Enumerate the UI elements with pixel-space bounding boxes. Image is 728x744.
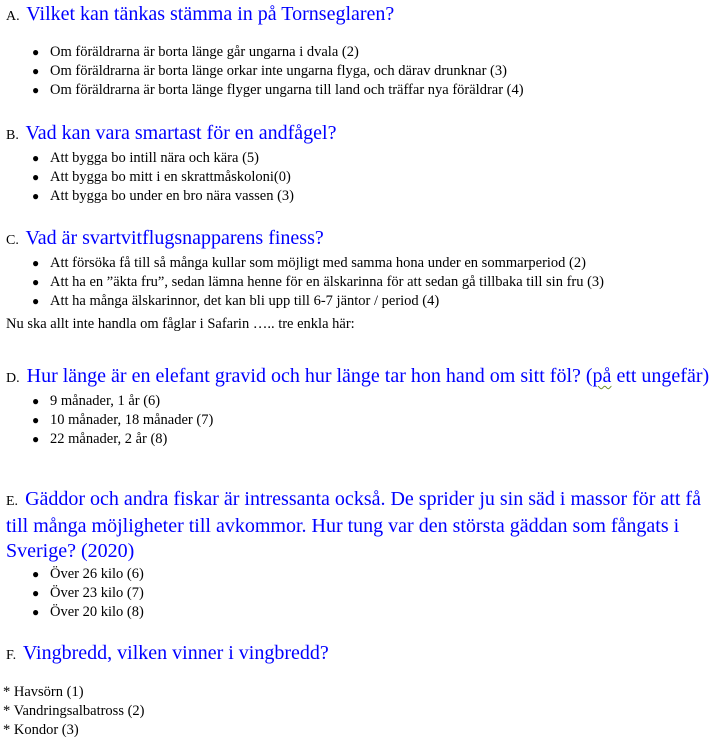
question-letter: D. bbox=[6, 371, 20, 386]
answer-text: Att bygga bo under en bro nära vassen (3) bbox=[50, 188, 295, 204]
answer-text: Att bygga bo mitt i en skrattmåskoloni(0) bbox=[50, 169, 291, 185]
answer-text: Om föräldrarna är borta länge går ungarna i dvala (2) bbox=[50, 44, 359, 60]
bullet-icon: ● bbox=[32, 605, 40, 619]
answer-text: Om föräldrarna är borta länge flyger ungarna till land och träffar nya föräldrar (4) bbox=[50, 82, 524, 98]
answer-text: Över 23 kilo (7) bbox=[50, 585, 144, 601]
bullet-icon: ● bbox=[32, 45, 40, 59]
question-text: Vilket kan tänkas stämma in på Tornseglaren? bbox=[26, 3, 395, 25]
list-item bbox=[6, 149, 724, 168]
question-d-title bbox=[6, 364, 724, 391]
bullet-icon: ● bbox=[32, 151, 40, 165]
list-item bbox=[6, 273, 724, 292]
list-item bbox=[6, 168, 724, 187]
list-item bbox=[6, 81, 724, 100]
list-item: * Vandringsalbatross (2) bbox=[3, 703, 145, 719]
answer-text: Om föräldrarna är borta länge orkar inte ungarna flyga, och därav drunknar (3) bbox=[50, 63, 507, 79]
answer-text: Att ha en ”äkta fru”, sedan lämna henne för en älskarinna för att sedan gå tillbaka till sin fru (3) bbox=[50, 274, 605, 290]
bullet-icon: ● bbox=[32, 170, 40, 184]
list-item: * Kondor (3) bbox=[3, 722, 79, 738]
bullet-icon: ● bbox=[32, 256, 40, 270]
answer-text: 10 månader, 18 månader (7) bbox=[50, 412, 214, 428]
question-f bbox=[6, 641, 724, 668]
question-text: Vingbredd, vilken vinner i vingbredd? bbox=[22, 642, 329, 664]
answer-list bbox=[6, 43, 724, 100]
question-d bbox=[6, 364, 724, 449]
question-text-start: Hur länge är en elefant gravid och hur länge tar hon hand om sitt föl? ( bbox=[26, 365, 593, 387]
bullet-icon: ● bbox=[32, 586, 40, 600]
question-letter: C. bbox=[6, 233, 19, 248]
answer-text: 9 månader, 1 år (6) bbox=[50, 393, 161, 409]
question-letter: E. bbox=[6, 494, 19, 509]
answer-text: Att försöka få till så många kullar som möjligt med samma hona under en sommarperiod (2) bbox=[50, 255, 586, 271]
question-a-title bbox=[6, 2, 724, 29]
question-c-title bbox=[6, 226, 724, 253]
list-item bbox=[6, 62, 724, 81]
list-item bbox=[6, 565, 724, 584]
bullet-icon: ● bbox=[32, 567, 40, 581]
question-e-title bbox=[6, 487, 724, 564]
question-b-title bbox=[6, 121, 724, 148]
list-item bbox=[6, 43, 724, 62]
bullet-icon: ● bbox=[32, 294, 40, 308]
interlude-text: Nu ska allt inte handla om fåglar i Safarin ….. tre enkla här: bbox=[6, 316, 355, 332]
bullet-icon: ● bbox=[32, 394, 40, 408]
answer-text: Att ha många älskarinnor, det kan bli upp till 6-7 jäntor / period (4) bbox=[50, 293, 440, 309]
question-b bbox=[6, 121, 724, 206]
question-text-end: ett ungefär) bbox=[611, 365, 710, 387]
answer-text: 22 månader, 2 år (8) bbox=[50, 431, 168, 447]
list-item: * Havsörn (1) bbox=[3, 684, 84, 700]
question-text: Vad är svartvitflugsnapparens finess? bbox=[25, 227, 324, 249]
bullet-icon: ● bbox=[32, 189, 40, 203]
answer-list bbox=[6, 565, 724, 622]
answer-text: Över 26 kilo (6) bbox=[50, 566, 144, 582]
answer-text: Att bygga bo intill nära och kära (5) bbox=[50, 150, 259, 166]
question-letter: A. bbox=[6, 9, 20, 24]
answer-list bbox=[6, 149, 724, 206]
answer-text: Över 20 kilo (8) bbox=[50, 604, 144, 620]
list-item bbox=[6, 292, 724, 311]
question-c bbox=[6, 226, 724, 311]
list-item bbox=[6, 584, 724, 603]
answer-list bbox=[6, 254, 724, 311]
list-item bbox=[6, 187, 724, 206]
list-item bbox=[6, 430, 724, 449]
bullet-icon: ● bbox=[32, 275, 40, 289]
list-item bbox=[6, 392, 724, 411]
answer-list-plain bbox=[3, 683, 145, 740]
question-text: Vad kan vara smartast för en andfågel? bbox=[25, 122, 337, 144]
question-f-title bbox=[6, 641, 724, 668]
bullet-icon: ● bbox=[32, 83, 40, 97]
question-e bbox=[6, 487, 724, 622]
question-letter: B. bbox=[6, 128, 19, 143]
question-a bbox=[6, 2, 724, 100]
list-item bbox=[6, 411, 724, 430]
question-letter: F. bbox=[6, 648, 17, 663]
answer-list bbox=[6, 392, 724, 449]
list-item bbox=[6, 603, 724, 622]
list-item bbox=[6, 254, 724, 273]
bullet-icon: ● bbox=[32, 413, 40, 427]
spellcheck-word: på bbox=[592, 365, 612, 387]
bullet-icon: ● bbox=[32, 64, 40, 78]
question-text: Gäddor och andra fiskar är intressanta också. De sprider ju sin säd i massor för att få till många möjligheter till avkommor. Hur tung var den största gäddan som fångats i Sverige? (2020) bbox=[6, 488, 701, 562]
bullet-icon: ● bbox=[32, 432, 40, 446]
